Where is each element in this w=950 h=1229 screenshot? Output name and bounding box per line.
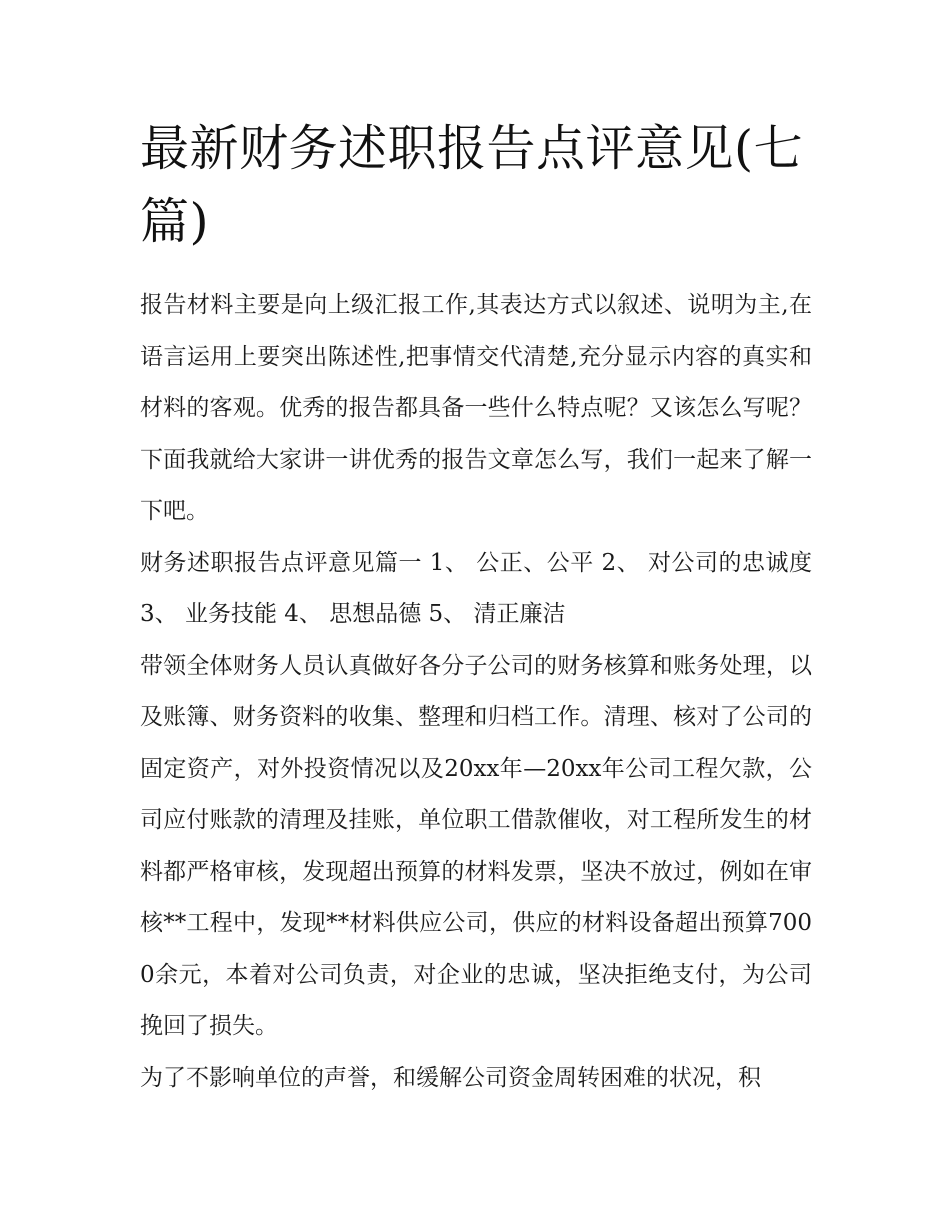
page-title: 最新财务述职报告点评意见(七篇): [140, 120, 804, 250]
paragraph-intro: 报告材料主要是向上级汇报工作,其表达方式以叙述、说明为主,在语言运用上要突出陈述性,把事情交代清楚,充分显示内容的真实和材料的客观。优秀的报告都具备一些什么特点呢？又该怎么写呢？下面我就给大家讲一讲优秀的报告文章怎么写，我们一起来了解一下吧。: [140, 292, 812, 524]
document-body: [140, 280, 812, 1104]
paragraph-evaluation-items: 财务述职报告点评意见篇一 1、 公正、公平 2、 对公司的忠诚度 3、 业务技能 4、 思想品德 5、 清正廉洁: [140, 549, 812, 627]
paragraph-reputation: 为了不影响单位的声誉，和缓解公司资金周转困难的状况，积: [140, 1064, 761, 1091]
paragraph-accounting-work: 带领全体财务人员认真做好各分子公司的财务核算和账务处理，以及账簿、财务资料的收集、整理和归档工作。清理、核对了公司的固定资产，对外投资情况以及20xx年—20xx年公司工程欠款，公司应付账款的清理及挂账，单位职工借款催收，对工程所发生的材料都严格审核，发现超出预算的材料发票，坚决不放过，例如在审核**工程中，发现**材料供应公司，供应的材料设备超出预算7000余元，本着对公司负责，对企业的忠诚，坚决拒绝支付，为公司挽回了损失。: [140, 652, 812, 1039]
